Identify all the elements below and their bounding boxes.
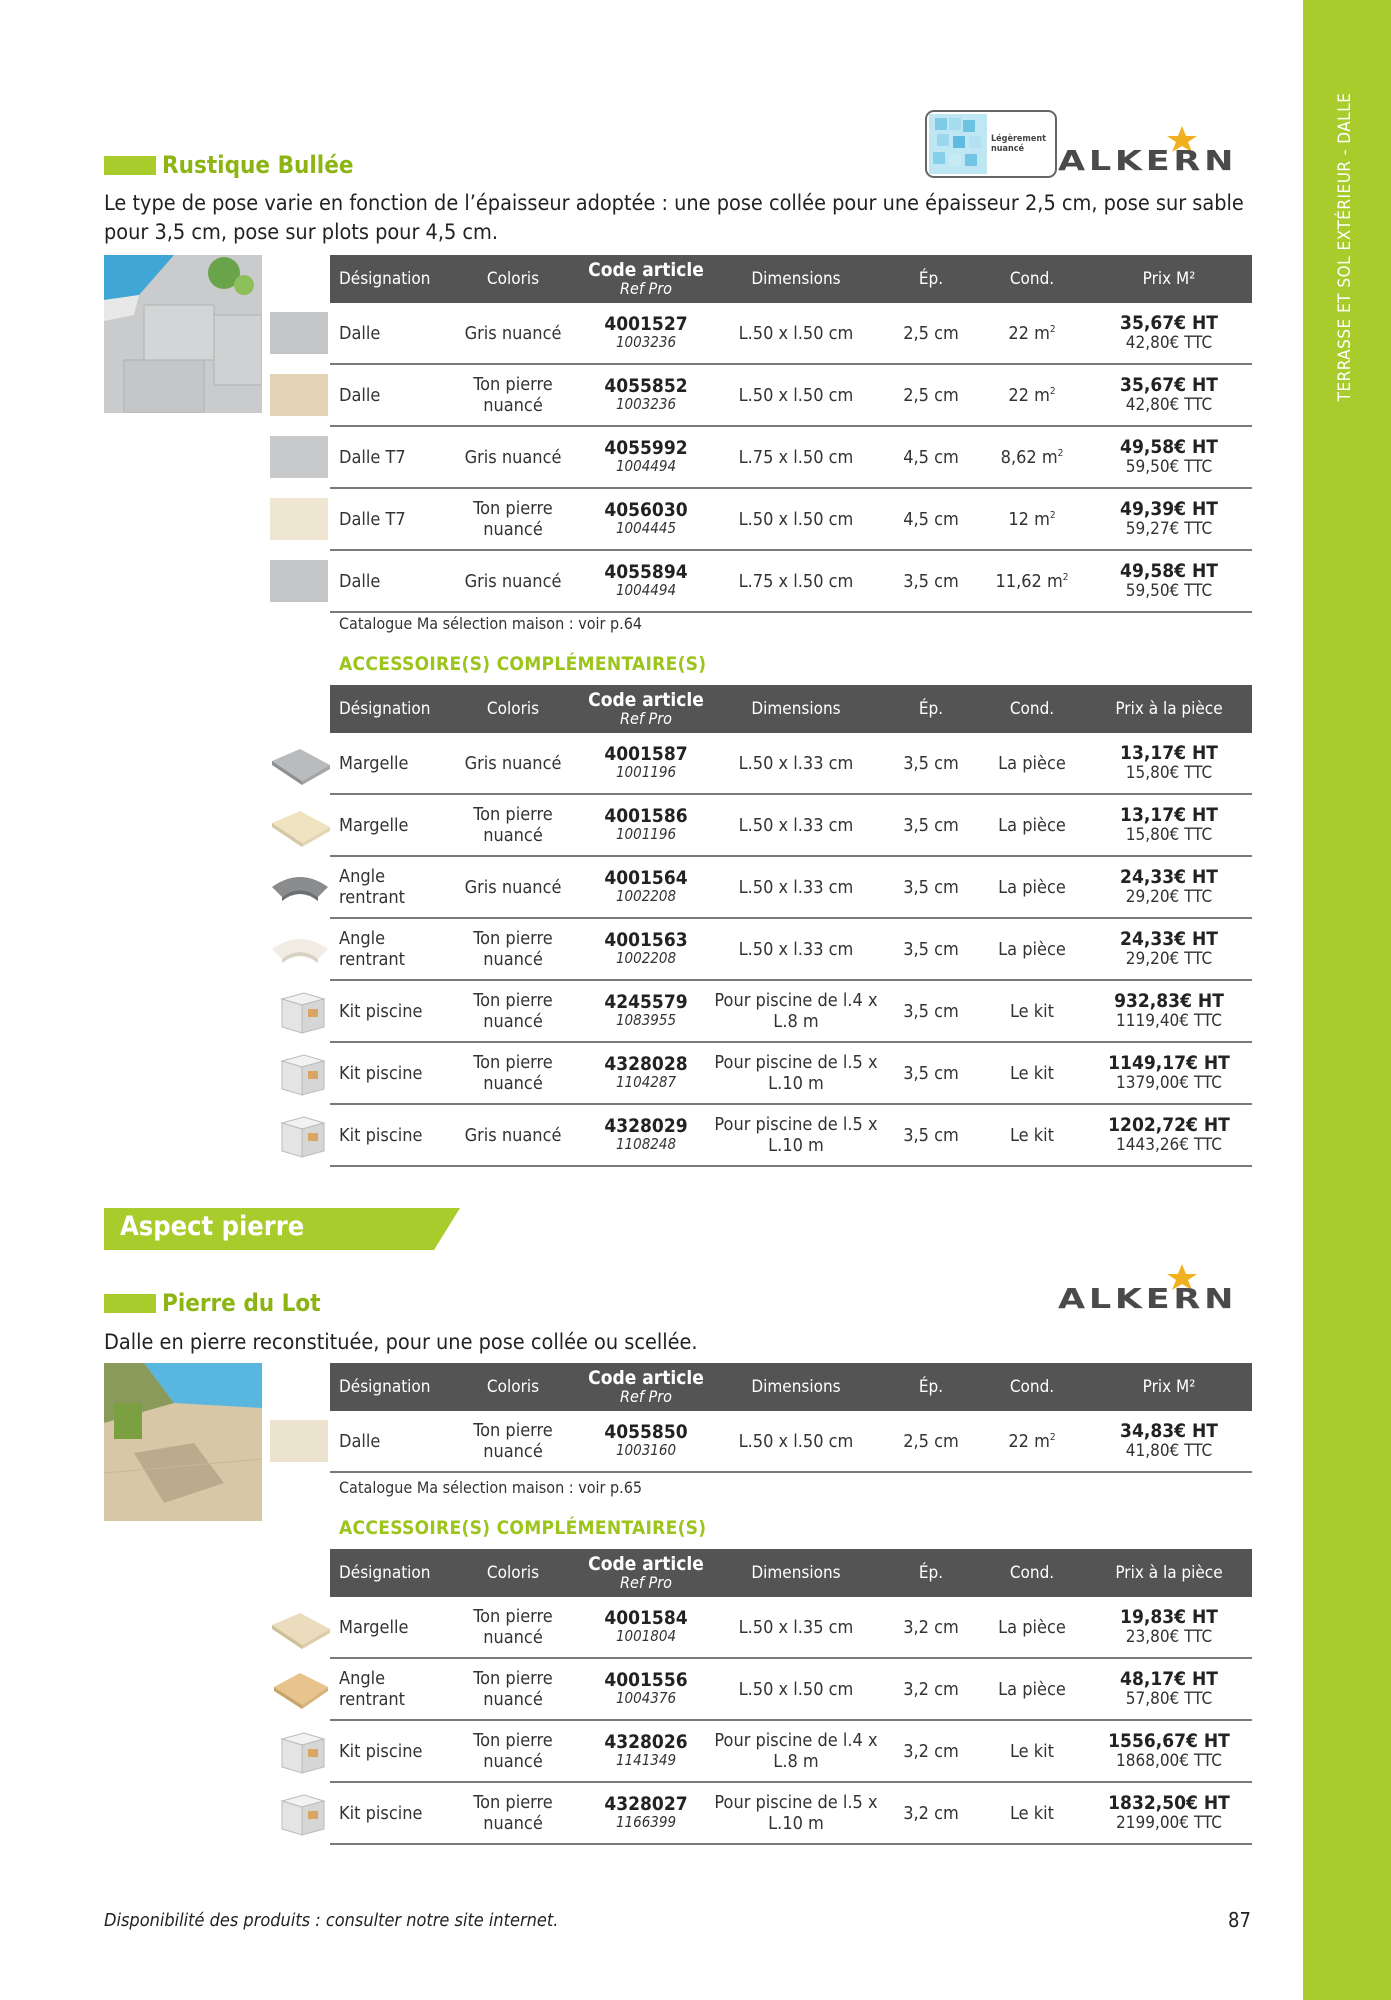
kit-box-icon [270,1111,330,1159]
cell-price [1086,1115,1252,1155]
ref-value: 1002208 [615,949,677,967]
price-ttc: 23,80€ TTC [1125,1627,1213,1647]
header-ref-label: Ref Pro [620,709,672,728]
cell-designation: Kit piscine [339,1000,423,1022]
cell-ep: 3,2 cm [903,1616,959,1638]
cell-coloris: Gris nuancé [464,570,562,592]
price-ht: 932,83€ HT [1114,990,1224,1012]
header-prix: Prix M² [1142,1377,1196,1397]
code-value: 4055852 [604,375,688,397]
cell-ep: 3,5 cm [903,752,959,774]
ref-value: 1001804 [615,1627,677,1645]
header-prix: Prix M² [1142,269,1196,289]
header-dimensions: Dimensions [751,698,841,719]
cell-cond: Le kit [1009,1124,1055,1146]
header-cond: Cond. [1009,1377,1055,1397]
cell-dimensions: Pour piscine de l.5 x L.10 m [714,1792,878,1834]
code-value: 4055894 [604,561,688,583]
cell-price [1086,991,1252,1031]
cell-dimensions: Pour piscine de l.4 x L.8 m [714,990,878,1032]
accessories-heading: ACCESSOIRE(S) COMPLÉMENTAIRE(S) [339,653,707,675]
cell-coloris: Ton pierre nuancé [473,498,553,540]
table-row [330,1043,1252,1105]
cell-ep: 3,5 cm [903,814,959,836]
pierre-table [330,1363,1252,1473]
rustique-table [330,255,1252,613]
cell-ep: 3,5 cm [903,1062,959,1084]
margelle-beige-icon [270,801,330,849]
cell-ep: 3,5 cm [903,1000,959,1022]
code-value: 4055850 [604,1421,688,1443]
cond-value: 12 m [1008,508,1050,530]
margelle-grey-icon [270,739,330,787]
code-value: 4328026 [604,1731,688,1753]
cell-code [584,1671,708,1707]
catalogue-note: Catalogue Ma sélection maison : voir p.64 [339,614,643,633]
cell-price [1086,1793,1252,1833]
table-row [330,427,1252,489]
cell-cond: La pièce [998,938,1066,960]
header-ep: Ép. [918,269,944,289]
price-ttc: 42,80€ TTC [1125,395,1213,415]
alkern-logo [1058,124,1238,177]
rustique-product-photo [104,255,262,413]
header-code [584,1369,708,1405]
price-ht: 48,17€ HT [1120,1668,1218,1690]
price-ht: 34,83€ HT [1120,1420,1218,1442]
code-value: 4001556 [604,1669,688,1691]
cell-coloris: Ton pierre nuancé [473,990,553,1032]
cell-designation: Dalle [339,1430,381,1452]
cell-dimensions: L.75 x l.50 cm [738,570,854,592]
ref-value: 1004494 [615,581,677,599]
cell-coloris: Gris nuancé [464,1124,562,1146]
cell-price [1086,561,1252,601]
ref-value: 1141349 [615,1751,677,1769]
swatch-sand [270,1417,330,1465]
header-code [584,261,708,297]
cell-price [1086,1607,1252,1647]
kit-box-icon [270,1049,330,1097]
title-bar [104,1294,156,1313]
price-ht: 24,33€ HT [1120,928,1218,950]
cell-ep: 3,2 cm [903,1740,959,1762]
price-ttc: 1379,00€ TTC [1116,1073,1222,1093]
swatch-cream [270,495,330,543]
cell-price [1086,375,1252,415]
cell-dimensions: Pour piscine de l.5 x L.10 m [714,1114,878,1156]
cell-code [584,745,708,781]
cell-cond: Le kit [1009,1802,1055,1824]
price-ttc: 29,20€ TTC [1125,949,1213,969]
header-code-label: Code article [588,1367,704,1389]
table-header [330,685,1252,733]
cell-dimensions: L.50 x l.33 cm [738,876,854,898]
cell-designation: Angle rentrant [339,928,406,970]
ref-value: 1003160 [615,1441,677,1459]
cell-ep: 2,5 cm [903,322,959,344]
pierre-description: Dalle en pierre reconstituée, pour une pose collée ou scellée. [104,1330,698,1355]
ref-value: 1166399 [615,1813,677,1831]
cell-cond: Le kit [1009,1062,1055,1084]
cell-dimensions: L.50 x l.33 cm [738,814,854,836]
price-ttc: 1119,40€ TTC [1116,1011,1222,1031]
badge-text: Légèrement nuancé [991,134,1046,154]
price-ttc: 15,80€ TTC [1125,825,1213,845]
cell-price [1086,867,1252,907]
cell-price [1086,929,1252,969]
price-ttc: 1868,00€ TTC [1116,1751,1222,1771]
cell-dimensions: L.50 x l.50 cm [738,384,854,406]
price-ht: 1149,17€ HT [1108,1052,1230,1074]
price-ttc: 1443,26€ TTC [1116,1135,1222,1155]
cell-cond: 22 $m^2$ [1008,384,1056,406]
header-cond: Cond. [1009,1563,1055,1583]
rustique-description: Le type de pose varie en fonction de l’épaisseur adoptée : une pose collée pour une épaisseur 2,5 cm, pose sur sable pour 3,5 cm, pose sur plots pour 4,5 cm. [104,191,1244,245]
section-title-rustique [104,150,353,180]
alkern-logo-text: ALKERN [1058,1282,1238,1315]
header-designation: Désignation [339,699,431,719]
cell-code [584,869,708,905]
table-header [330,1549,1252,1597]
alkern-logo-text: ALKERN [1058,144,1238,177]
header-ep: Ép. [918,1563,944,1583]
header-ep: Ép. [918,699,944,719]
catalogue-note: Catalogue Ma sélection maison : voir p.65 [339,1478,643,1497]
header-ref-label: Ref Pro [620,1387,672,1406]
cond-value: 22 m [1008,384,1050,406]
cell-code [584,993,708,1029]
cell-designation: Kit piscine [339,1802,423,1824]
table-row [330,303,1252,365]
ref-value: 1004445 [615,519,677,537]
price-ttc: 57,80€ TTC [1125,1689,1213,1709]
angle-cream-icon [270,925,330,973]
cell-cond: 22 $m^2$ [1008,322,1056,344]
cell-designation: Margelle [339,814,409,836]
header-code [584,1555,708,1591]
price-ttc: 59,27€ TTC [1125,519,1213,539]
pierre-title: Pierre du Lot [162,1289,321,1317]
table-row [330,1597,1252,1659]
price-ttc: 59,50€ TTC [1125,581,1213,601]
cell-dimensions: L.50 x l.33 cm [738,938,854,960]
cell-dimensions: Pour piscine de l.5 x L.10 m [714,1052,878,1094]
price-ht: 49,58€ HT [1120,560,1218,582]
code-value: 4001564 [604,867,688,889]
ref-value: 1004494 [615,457,677,475]
cell-code [584,1733,708,1769]
cell-cond: La pièce [998,1678,1066,1700]
cell-dimensions: L.75 x l.50 cm [738,446,854,468]
header-dimensions: Dimensions [751,1376,841,1397]
page-number: 87 [1228,1908,1251,1932]
cell-designation: Angle rentrant [339,866,406,908]
cell-designation: Margelle [339,1616,409,1638]
header-prix: Prix à la pièce [1115,699,1223,719]
code-value: 4328027 [604,1793,688,1815]
cell-ep: 3,5 cm [903,1124,959,1146]
cell-cond: 12 $m^2$ [1008,508,1056,530]
header-designation: Désignation [339,1377,431,1397]
cell-dimensions: Pour piscine de l.4 x L.8 m [714,1730,878,1772]
cell-coloris: Gris nuancé [464,446,562,468]
code-value: 4001563 [604,929,688,951]
swatch-beige [270,371,330,419]
cell-coloris: Ton pierre nuancé [473,1606,553,1648]
header-cond: Cond. [1009,269,1055,289]
cell-ep: 3,5 cm [903,938,959,960]
cell-designation: Dalle [339,322,381,344]
code-value: 4328029 [604,1115,688,1137]
cell-ep: 4,5 cm [903,446,959,468]
cell-cond: La pièce [998,752,1066,774]
cell-coloris: Ton pierre nuancé [473,804,553,846]
angle-grey-icon [270,863,330,911]
cell-code [584,1423,708,1459]
cell-dimensions: L.50 x l.50 cm [738,1430,854,1452]
header-ref-label: Ref Pro [620,279,672,298]
cell-ep: 4,5 cm [903,508,959,530]
cell-designation: Angle rentrant [339,1668,406,1710]
cond-value: 11,62 m [995,570,1063,592]
cell-designation: Margelle [339,752,409,774]
header-designation: Désignation [339,269,431,289]
table-row [330,857,1252,919]
cell-code [584,501,708,537]
header-ep: Ép. [918,1377,944,1397]
cell-code [584,377,708,413]
header-dimensions: Dimensions [751,268,841,289]
cell-code [584,1609,708,1645]
cond-value: 8,62 m [1000,446,1058,468]
cell-ep: 3,2 cm [903,1802,959,1824]
cell-ep: 3,2 cm [903,1678,959,1700]
ref-value: 1003236 [615,395,677,413]
cell-cond: 22 $m^2$ [1008,1430,1056,1452]
table-row [330,1783,1252,1845]
ref-value: 1083955 [615,1011,677,1029]
nuance-badge [925,110,1057,178]
price-ht: 13,17€ HT [1120,804,1218,826]
ref-value: 1001196 [615,763,677,781]
cell-designation: Dalle [339,570,381,592]
kit-box-icon [270,1789,330,1837]
header-ref-label: Ref Pro [620,1573,672,1592]
code-value: 4001586 [604,805,688,827]
table-row [330,981,1252,1043]
cell-code [584,1117,708,1153]
code-value: 4001584 [604,1607,688,1629]
price-ht: 1556,67€ HT [1108,1730,1230,1752]
price-ht: 24,33€ HT [1120,866,1218,888]
table-row [330,733,1252,795]
price-ttc: 42,80€ TTC [1125,333,1213,353]
cell-designation: Kit piscine [339,1740,423,1762]
swatch-grey [270,557,330,605]
cell-ep: 3,5 cm [903,570,959,592]
cell-price [1086,743,1252,783]
price-ttc: 15,80€ TTC [1125,763,1213,783]
code-value: 4001587 [604,743,688,765]
header-dimensions: Dimensions [751,1562,841,1583]
cell-price [1086,1669,1252,1709]
table-row [330,489,1252,551]
sidebar-section-label: TERRASSE ET SOL EXTÉRIEUR - DALLE [1335,92,1355,402]
cell-coloris: Ton pierre nuancé [473,1420,553,1462]
header-designation: Désignation [339,1563,431,1583]
code-value: 4245579 [604,991,688,1013]
code-value: 4328028 [604,1053,688,1075]
price-ht: 1202,72€ HT [1108,1114,1230,1136]
table-row [330,795,1252,857]
cell-cond: 11,62 $m^2$ [995,570,1069,592]
table-row [330,551,1252,613]
header-cond: Cond. [1009,699,1055,719]
header-code-label: Code article [588,689,704,711]
rustique-title: Rustique Bullée [162,151,354,179]
header-coloris: Coloris [486,1377,540,1397]
price-ht: 1832,50€ HT [1108,1792,1230,1814]
cell-dimensions: L.50 x l.35 cm [738,1616,854,1638]
cond-value: 22 m [1008,1430,1050,1452]
price-ht: 13,17€ HT [1120,742,1218,764]
ref-value: 1002208 [615,887,677,905]
price-ht: 35,67€ HT [1120,312,1218,334]
price-ht: 49,39€ HT [1120,498,1218,520]
cell-ep: 3,5 cm [903,876,959,898]
swatch-grey [270,309,330,357]
ref-value: 1003236 [615,333,677,351]
cell-code [584,807,708,843]
ref-value: 1004376 [615,1689,677,1707]
cell-coloris: Ton pierre nuancé [473,1052,553,1094]
ref-value: 1104287 [615,1073,677,1091]
cell-designation: Kit piscine [339,1062,423,1084]
cell-price [1086,313,1252,353]
pierre-accessories-table [330,1549,1252,1845]
cell-designation: Dalle [339,384,381,406]
cell-coloris: Ton pierre nuancé [473,1792,553,1834]
cell-designation: Kit piscine [339,1124,423,1146]
kit-box-icon [270,987,330,1035]
margelle-beige-icon [270,1603,330,1651]
section-title-pierre [104,1288,321,1318]
price-ht: 35,67€ HT [1120,374,1218,396]
swatch-grey [270,433,330,481]
cell-coloris: Gris nuancé [464,322,562,344]
cell-code [584,931,708,967]
table-row [330,1721,1252,1783]
table-row [330,919,1252,981]
cell-cond: La pièce [998,876,1066,898]
cell-cond: Le kit [1009,1740,1055,1762]
header-code-label: Code article [588,1553,704,1575]
cell-cond: 8,62 $m^2$ [1000,446,1064,468]
code-value: 4001527 [604,313,688,335]
header-code-label: Code article [588,259,704,281]
table-row [330,1105,1252,1167]
price-ht: 19,83€ HT [1120,1606,1218,1628]
cell-code [584,563,708,599]
header-prix: Prix à la pièce [1115,1563,1223,1583]
cell-cond: Le kit [1009,1000,1055,1022]
code-value: 4055992 [604,437,688,459]
cell-designation: Dalle T7 [339,446,406,468]
kit-box-icon [270,1727,330,1775]
table-row [330,365,1252,427]
aspect-title: Aspect pierre [120,1211,305,1242]
cell-cond: La pièce [998,1616,1066,1638]
rustique-accessories-table [330,685,1252,1167]
cell-code [584,1055,708,1091]
cell-coloris: Gris nuancé [464,752,562,774]
cond-value: 22 m [1008,322,1050,344]
cell-coloris: Ton pierre nuancé [473,928,553,970]
table-row [330,1411,1252,1473]
cell-coloris: Ton pierre nuancé [473,1730,553,1772]
cell-ep: 2,5 cm [903,1430,959,1452]
cell-code [584,315,708,351]
price-ttc: 59,50€ TTC [1125,457,1213,477]
alkern-logo-2 [1058,1262,1238,1315]
table-row [330,1659,1252,1721]
cell-designation: Dalle T7 [339,508,406,530]
title-bar [104,156,156,175]
availability-note: Disponibilité des produits : consulter notre site internet. [104,1910,559,1931]
accessories-heading: ACCESSOIRE(S) COMPLÉMENTAIRE(S) [339,1517,707,1539]
cell-price [1086,1731,1252,1771]
header-coloris: Coloris [486,1563,540,1583]
cell-code [584,1795,708,1831]
cell-price [1086,1053,1252,1093]
cell-coloris: Ton pierre nuancé [473,1668,553,1710]
price-ht: 49,58€ HT [1120,436,1218,458]
table-header [330,1363,1252,1411]
code-value: 4056030 [604,499,688,521]
header-code [584,691,708,727]
cell-price [1086,1421,1252,1461]
header-coloris: Coloris [486,269,540,289]
header-coloris: Coloris [486,699,540,719]
price-ttc: 2199,00€ TTC [1116,1813,1222,1833]
cell-coloris: Gris nuancé [464,876,562,898]
cell-price [1086,805,1252,845]
cell-cond: La pièce [998,814,1066,836]
cell-dimensions: L.50 x l.33 cm [738,752,854,774]
cell-dimensions: L.50 x l.50 cm [738,322,854,344]
cell-dimensions: L.50 x l.50 cm [738,508,854,530]
ref-value: 1108248 [615,1135,677,1153]
angle-sand-icon [270,1665,330,1713]
cell-code [584,439,708,475]
ref-value: 1001196 [615,825,677,843]
cell-coloris: Ton pierre nuancé [473,374,553,416]
table-header [330,255,1252,303]
price-ttc: 41,80€ TTC [1125,1441,1213,1461]
cell-dimensions: L.50 x l.50 cm [738,1678,854,1700]
cell-ep: 2,5 cm [903,384,959,406]
pierre-product-photo [104,1363,262,1521]
price-ttc: 29,20€ TTC [1125,887,1213,907]
cell-price [1086,499,1252,539]
cell-price [1086,437,1252,477]
